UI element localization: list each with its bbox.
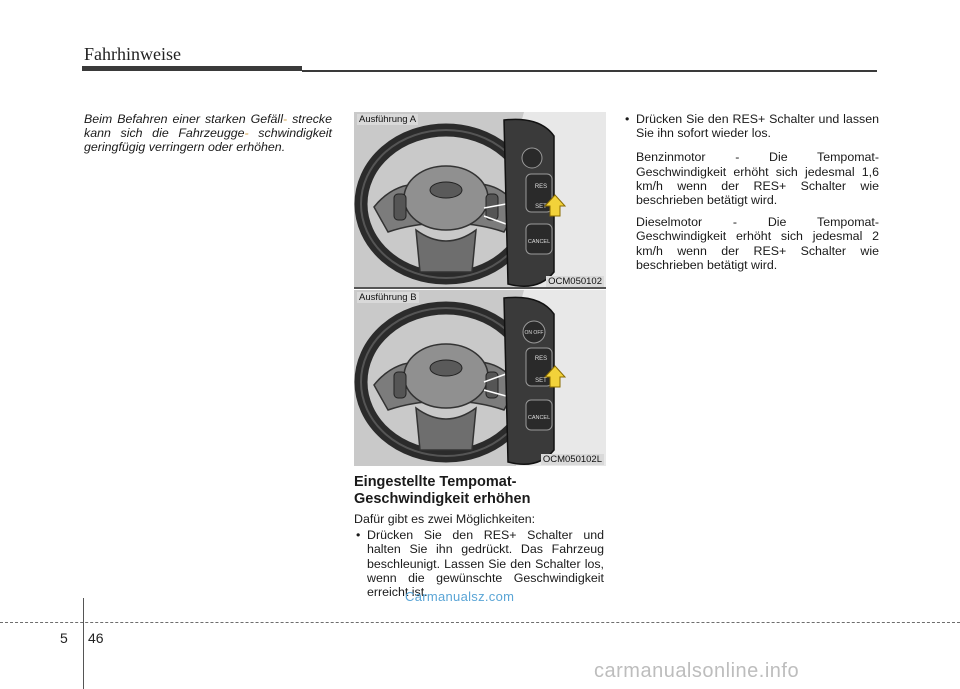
section-intro: Dafür gibt es zwei Möglichkeiten: <box>354 512 536 526</box>
figure-version-a <box>354 112 606 288</box>
section-title: Eingestellte Tempomat-Geschwindigkeit erhöhen <box>354 474 531 507</box>
footer-watermark: carmanualsonline.info <box>594 660 800 682</box>
left-column <box>84 112 332 155</box>
res-label-a: RES <box>534 184 548 190</box>
footer-rule <box>0 622 960 623</box>
chapter-number: 5 <box>60 630 68 646</box>
diesel-engine-note: Dieselmotor - Die Tempomat-Geschwindigkeit erhöht sich jedesmal 2 km/h wenn der RES+ Schalter wie beschrieben betätigt wird. <box>636 215 879 272</box>
figure-label-a: Ausführung A <box>359 114 417 125</box>
cancel-label-a: CANCEL <box>527 239 551 245</box>
res-label-b: RES <box>534 356 548 362</box>
figure-code-b: OCM050102L <box>542 454 602 465</box>
set-label-a: SET <box>535 204 547 210</box>
steering-wheel-a-illustration <box>354 112 606 288</box>
cancel-label-b: CANCEL <box>527 415 551 421</box>
petrol-engine-note: Benzinmotor - Die Tempomat-Geschwindigkeit erhöht sich jedesmal 1,6 km/h wenn der RES+ Schalter wie beschrieben betätigt wird. <box>636 150 879 208</box>
page-number: 46 <box>88 630 104 646</box>
middle-column <box>354 474 604 599</box>
header-rule-thin <box>302 70 877 72</box>
figure-version-b <box>354 290 606 466</box>
intro-paragraph: Beim Befahren einer starken Gefäll- strecke kann sich die Fahrzeugge- schwindigkeit geringfügig verringern oder erhöhen. <box>84 112 332 155</box>
header-rule-thick <box>82 66 302 71</box>
figure-code-a: OCM050102 <box>548 276 602 287</box>
site-watermark: Carmanualsz.com <box>405 589 515 604</box>
figure-divider <box>354 287 606 289</box>
figure-label-b: Ausführung B <box>359 292 417 303</box>
bullet-tap-res: • Drücken Sie den RES+ Schalter und lassen Sie ihn sofort wieder los. <box>623 112 879 140</box>
section-header-title: Fahrhinweise <box>84 44 181 64</box>
footer-vertical-line <box>83 598 84 689</box>
right-column <box>623 112 879 272</box>
set-label-b: SET <box>535 378 547 384</box>
bullet-hold-res: • Drücken Sie den RES+ Schalter und halten Sie ihn gedrückt. Das Fahrzeug beschleunigt. Lassen Sie den Schalter los, wenn die gewünschte Geschwindigkeit erreicht ist. <box>354 528 604 599</box>
steering-wheel-b-illustration <box>354 290 606 466</box>
on-off-label-b: ON OFF <box>524 330 544 336</box>
